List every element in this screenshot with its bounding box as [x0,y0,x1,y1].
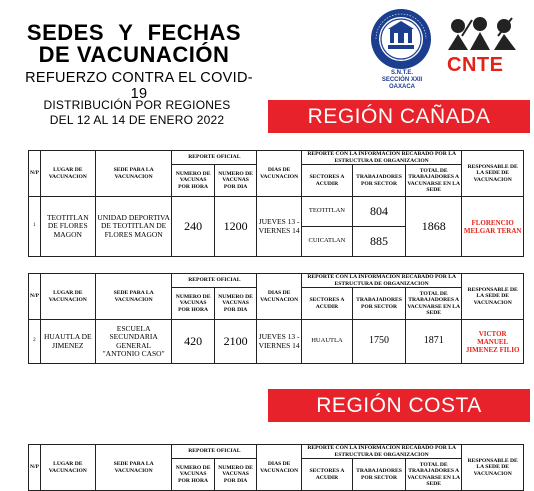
cell-sector: HUAUTLA [301,320,352,364]
col-lugar: LUGAR DE VACUNACION [40,274,95,320]
title-line-2: DE VACUNACIÓN [38,42,230,67]
col-sede: SEDE PARA LA VACUNACION [95,445,171,491]
col-np: N/P [29,151,41,197]
region-banner-canada: REGIÓN CAÑADA [268,100,530,133]
col-dias: DIAS DE VACUNACION [257,445,302,491]
col-responsable: RESPONSABLE DE LA SEDE DE VACUNACION [462,274,524,320]
cell-num-dia: 2100 [214,320,256,364]
snte-section: SECCIÓN XXII [381,77,423,83]
col-dias: DIAS DE VACUNACION [257,274,302,320]
vaccination-table-2 [28,273,524,364]
cell-trabajadores: 1750 [352,320,405,364]
col-total: TOTAL DE TRABAJADORES A VACUNARSE EN LA SEDE [406,165,462,197]
table-row [29,320,524,364]
cell-sector: CUICATLAN [301,227,352,257]
col-total: TOTAL DE TRABAJADORES A VACUNARSE EN LA SEDE [406,459,462,491]
col-reporte-info: REPORTE CON LA INFORMACION RECABADO POR LA ESTRUCTURA DE ORGANIZACION [301,151,461,165]
cell-trabajadores: 804 [352,197,405,227]
col-num-dia: NUMERO DE VACUNAS POR DIA [214,165,256,197]
snte-label [364,70,440,91]
col-sectores: SECTORES A ACUDIR [301,165,352,197]
cell-sede: UNIDAD DEPORTIVA DE TEOTITLAN DE FLORES MAGON [95,197,171,257]
col-reporte-oficial: REPORTE OFICIAL [172,274,257,288]
cnte-text: CNTE [447,54,504,76]
col-trabajadores: TRABAJADORES POR SECTOR [352,288,405,320]
vaccination-table-3 [28,444,524,491]
cell-total: 1871 [406,320,462,364]
cell-np: 2 [29,320,41,364]
col-num-hora: NUMERO DE VACUNAS POR HORA [172,288,214,320]
col-reporte-info: REPORTE CON LA INFORMACION RECABADO POR LA ESTRUCTURA DE ORGANIZACION [301,274,461,288]
col-np: N/P [29,445,41,491]
snte-text: S.N.T.E. [390,70,413,76]
col-reporte-oficial: REPORTE OFICIAL [172,445,257,459]
distribution-caption [30,98,244,128]
col-dias: DIAS DE VACUNACION [257,151,302,197]
cell-lugar: TEOTITLAN DE FLORES MAGON [40,197,95,257]
col-num-dia: NUMERO DE VACUNAS POR DIA [214,459,256,491]
cell-np: 1 [29,197,41,257]
cell-num-hora: 420 [172,320,214,364]
cell-sector: TEOTITLAN [301,197,352,227]
cell-lugar: HUAUTLA DE JIMENEZ [40,320,95,364]
vaccination-table-1 [28,150,524,257]
col-num-dia: NUMERO DE VACUNAS POR DIA [214,288,256,320]
table-row [29,197,524,227]
region-banner-costa: REGIÓN COSTA [268,389,530,422]
page-subtitle: REFUERZO CONTRA EL COVID-19 [25,70,253,102]
cell-dias: JUEVES 13 - VIERNES 14 [257,197,302,257]
cell-num-hora: 240 [172,197,214,257]
cell-trabajadores: 885 [352,227,405,257]
col-trabajadores: TRABAJADORES POR SECTOR [352,165,405,197]
cell-responsable: FLORENCIO MELGAR TERAN [462,197,524,257]
col-sectores: SECTORES A ACUDIR [301,459,352,491]
cell-sede: ESCUELA SECUNDARIA GENERAL "ANTONIO CASO" [95,320,171,364]
col-responsable: RESPONSABLE DE LA SEDE DE VACUNACION [462,445,524,491]
cell-total: 1868 [406,197,462,257]
col-num-hora: NUMERO DE VACUNAS POR HORA [172,165,214,197]
col-total: TOTAL DE TRABAJADORES A VACUNARSE EN LA SEDE [406,288,462,320]
col-sede: SEDE PARA LA VACUNACION [95,151,171,197]
col-sectores: SECTORES A ACUDIR [301,288,352,320]
page-title [18,22,250,66]
distribution-line-1: DISTRIBUCIÓN POR REGIONES [43,98,231,112]
snte-state: OAXACA [388,84,415,90]
cell-num-dia: 1200 [214,197,256,257]
col-responsable: RESPONSABLE DE LA SEDE DE VACUNACION [462,151,524,197]
title-line-1: SEDES Y FECHAS [26,20,242,45]
col-np: N/P [29,274,41,320]
cell-dias: JUEVES 13 - VIERNES 14 [257,320,302,364]
col-reporte-info: REPORTE CON LA INFORMACION RECABADO POR LA ESTRUCTURA DE ORGANIZACION [301,445,461,459]
col-sede: SEDE PARA LA VACUNACION [95,274,171,320]
col-reporte-oficial: REPORTE OFICIAL [172,151,257,165]
col-lugar: LUGAR DE VACUNACION [40,151,95,197]
cell-responsable: VICTOR MANUEL JIMENEZ FILIO [462,320,524,364]
col-lugar: LUGAR DE VACUNACION [40,445,95,491]
col-trabajadores: TRABAJADORES POR SECTOR [352,459,405,491]
distribution-line-2: DEL 12 AL 14 DE ENERO 2022 [49,113,225,127]
col-num-hora: NUMERO DE VACUNAS POR HORA [172,459,214,491]
